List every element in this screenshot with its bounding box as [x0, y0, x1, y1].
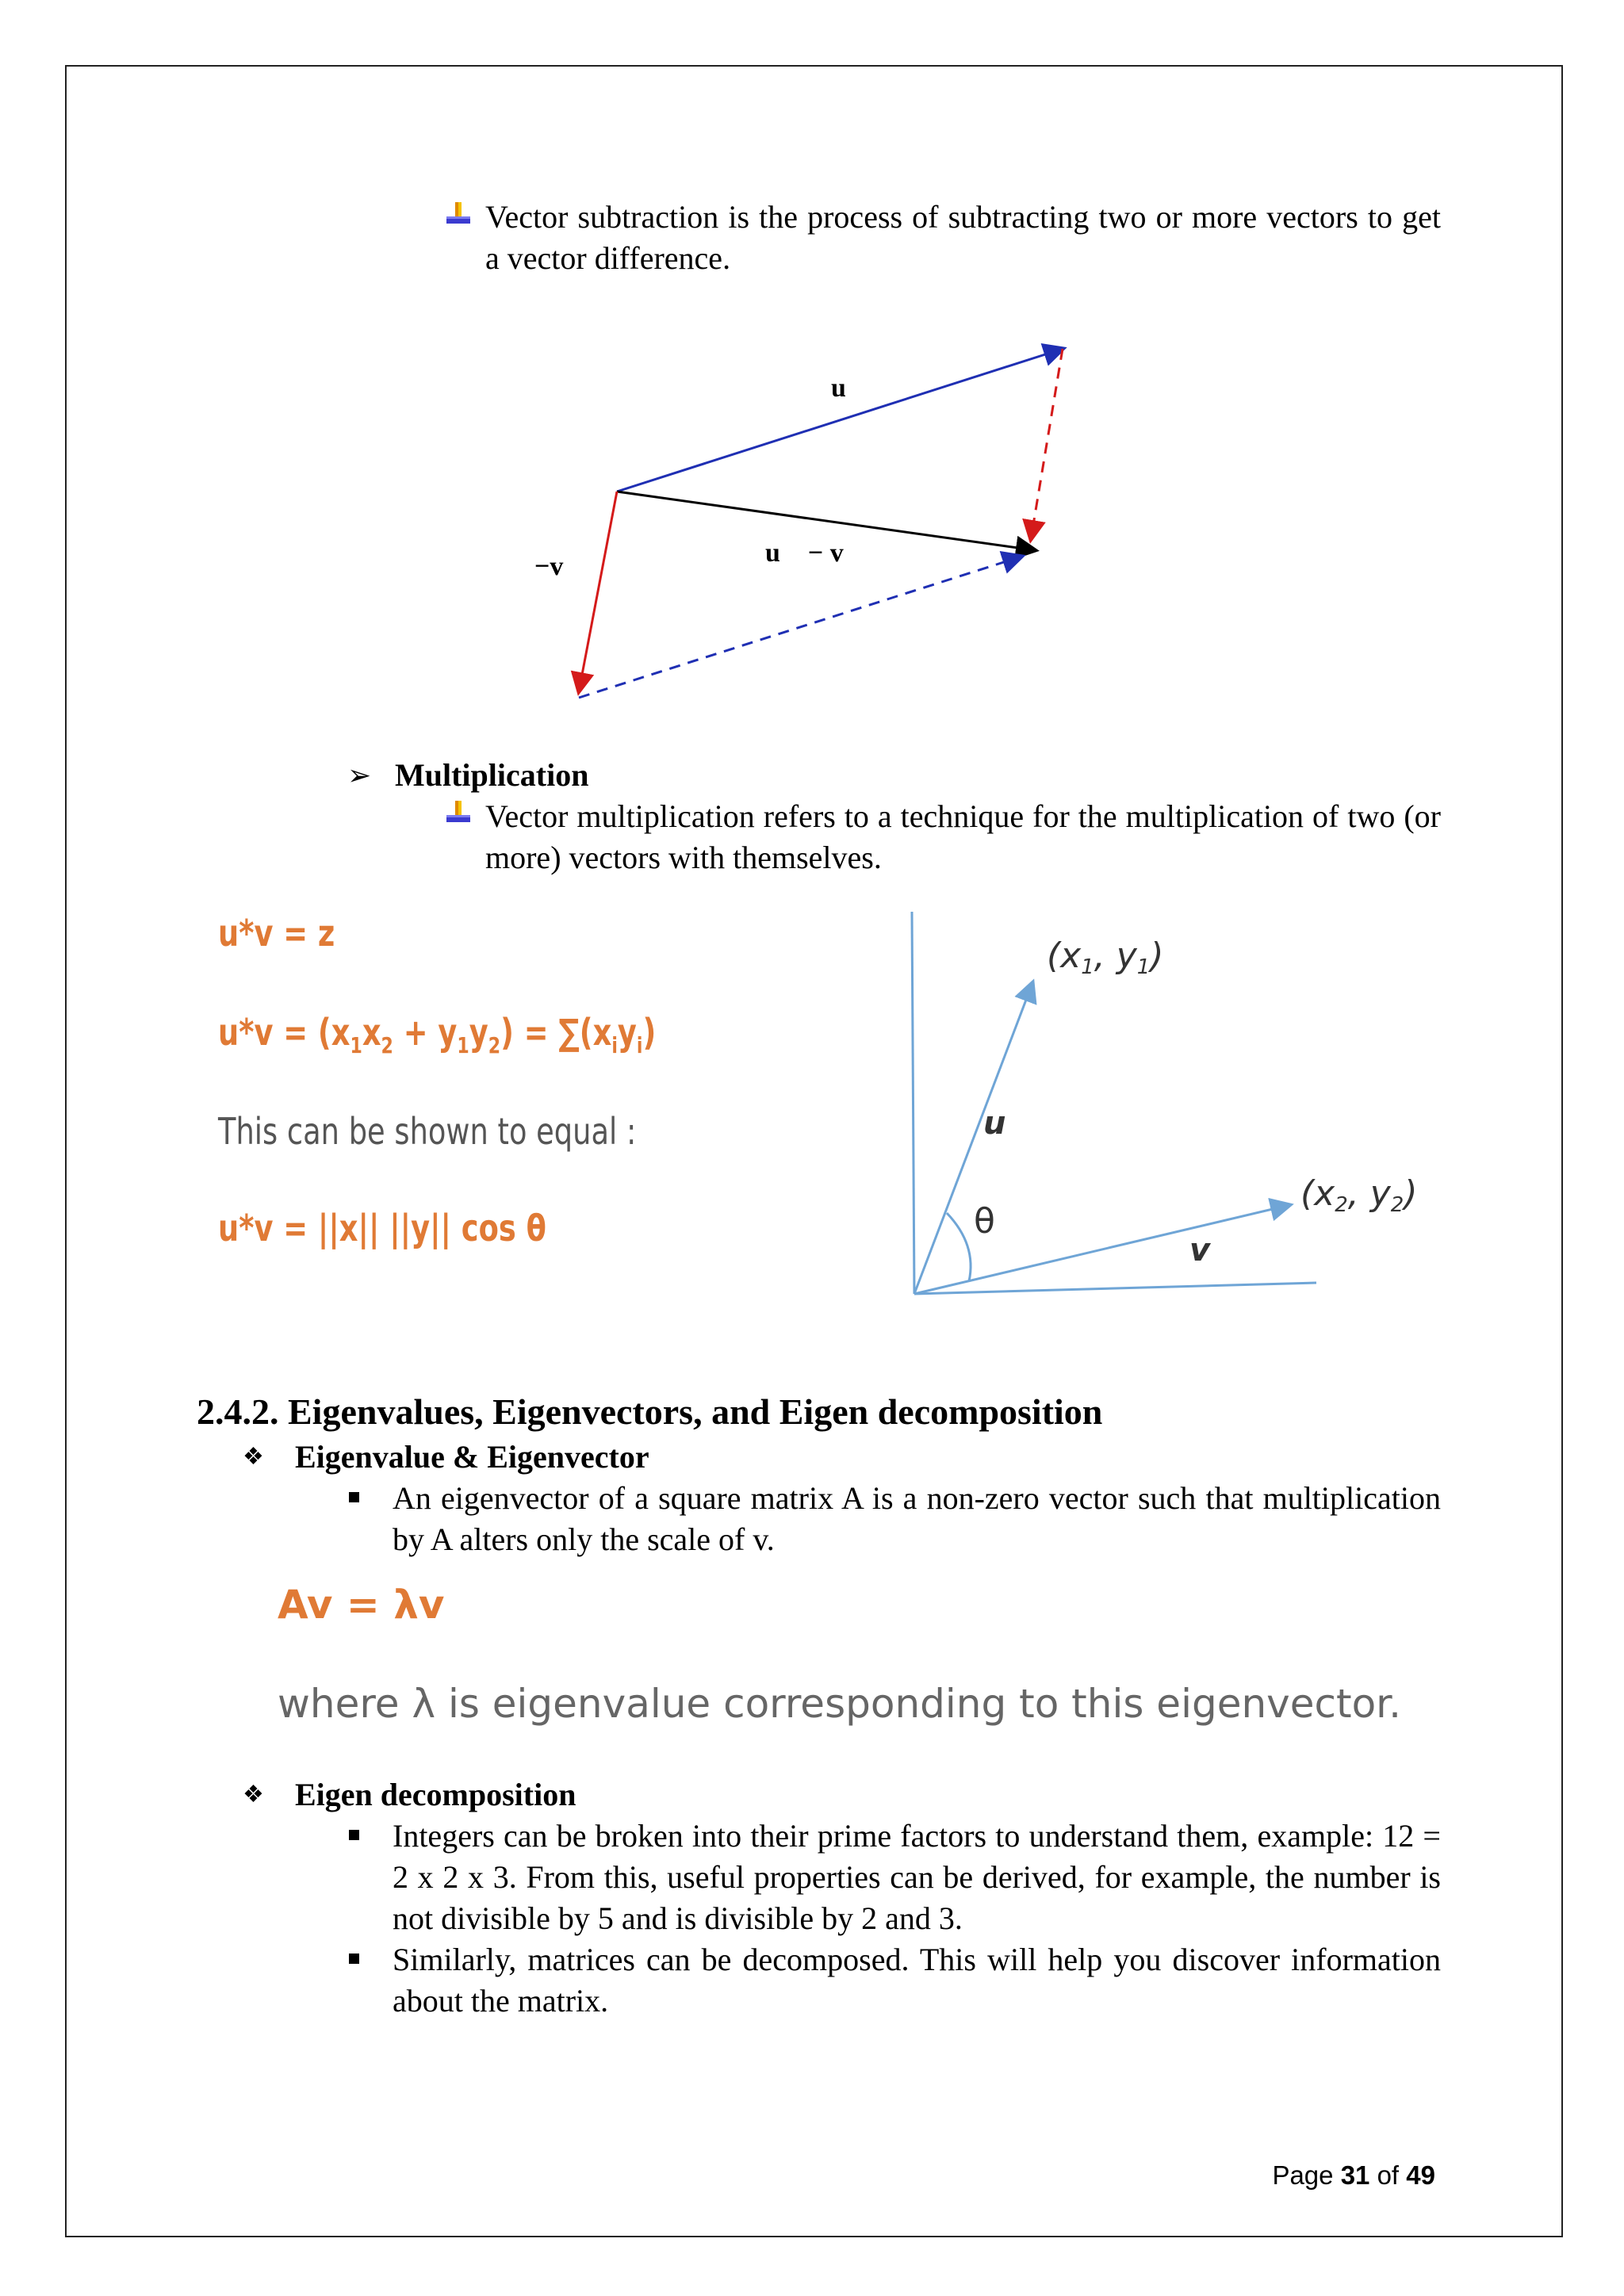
vector-minus-v-dashed-arrow — [1031, 349, 1063, 539]
decomposition-heading: Eigen decomposition — [295, 1777, 576, 1812]
point-1-label — [1047, 936, 1164, 979]
label-part: ) — [1150, 936, 1164, 976]
subtraction-text-span: Vector subtraction is the process of subtracting two or more vectors to get a vector difference. — [485, 199, 1441, 276]
label-sub: 2 — [1335, 1193, 1348, 1217]
label-minus-v: −v⃗ — [534, 552, 584, 581]
formula-part: ) = ∑(x — [500, 1011, 612, 1054]
footer-of-word: of — [1377, 2160, 1400, 2190]
label-part: ) — [1404, 1173, 1418, 1214]
multiplication-text-span: Vector multiplication refers to a technique for the multiplication of two (or more) vectors with themselves. — [485, 798, 1441, 875]
formula-uv-cos: u*v = ||x|| ||y|| cos θ — [218, 1207, 546, 1249]
vector-minus-v-arrow — [579, 492, 617, 691]
point-2-label — [1300, 1173, 1418, 1217]
square-bullet-icon — [349, 1954, 359, 1964]
label-u-minus-v: u⃗ − v⃗ — [765, 538, 865, 568]
label-part: , y — [1094, 936, 1137, 976]
formula-part: u*v = (x — [218, 1011, 350, 1054]
section-heading: 2.4.2. Eigenvalues, Eigenvectors, and Eigen decomposition — [197, 1391, 1103, 1432]
shown-equal-text: This can be shown to equal : — [218, 1110, 637, 1153]
label-part: (x — [1047, 936, 1082, 976]
arrowhead-bullet-icon: ➢ — [347, 760, 372, 791]
vector-u-dashed-arrow — [579, 557, 1021, 698]
eigen-formula: Av = λv — [278, 1582, 445, 1628]
formula-part: + y — [393, 1011, 458, 1054]
formula-sub: 1 — [457, 1032, 469, 1059]
diamond-bullet-icon: ❖ — [243, 1781, 264, 1808]
page-footer — [1272, 2160, 1435, 2191]
label-theta: θ — [974, 1201, 995, 1242]
footer-current-page: 31 — [1340, 2160, 1370, 2190]
subtraction-text — [485, 197, 1441, 279]
formula-part: x — [362, 1011, 381, 1054]
label-v: v — [1189, 1232, 1211, 1269]
horizontal-axis — [914, 1283, 1316, 1294]
label-sub: 1 — [1081, 955, 1094, 979]
formula-sub: 1 — [350, 1032, 362, 1059]
formula-part: ) — [642, 1011, 657, 1054]
square-bullet-icon — [349, 1492, 359, 1502]
dot-product-figure — [888, 904, 1427, 1308]
vector-subtraction-figure — [508, 333, 1094, 714]
label-sub: 1 — [1136, 955, 1151, 979]
footer-page-word: Page — [1272, 2160, 1334, 2190]
decomposition-bullet-1: Integers can be broken into their prime factors to understand them, example: 12 = 2 x 2 x 3. From this, useful properties can be derived, for example, the number is not divisible by 5 and is divisible by 2 and 3. — [393, 1818, 1441, 1936]
formula-sub: 2 — [381, 1032, 393, 1059]
vertical-axis — [912, 912, 914, 1294]
formula-uv-z: u*v = z — [218, 912, 335, 955]
vector-u-arrow — [914, 983, 1032, 1294]
pointing-hand-icon — [446, 801, 470, 826]
eigen-bullet-text: An eigenvector of a square matrix A is a non-zero vector such that multiplication by A alters only the scale of v. — [393, 1480, 1441, 1557]
formula-part: y — [617, 1011, 637, 1054]
label-sub: 2 — [1390, 1193, 1404, 1217]
multiplication-heading: Multiplication — [395, 757, 589, 793]
formula-sub: i — [611, 1032, 618, 1059]
vector-u-arrow — [617, 349, 1063, 492]
label-u: u — [983, 1105, 1006, 1142]
eigen-heading: Eigenvalue & Eigenvector — [295, 1439, 649, 1475]
label-u: u⃗ — [831, 373, 868, 403]
diamond-bullet-icon: ❖ — [243, 1444, 264, 1470]
footer-total-pages: 49 — [1406, 2160, 1435, 2190]
formula-sub: i — [636, 1032, 643, 1059]
pointing-hand-icon — [446, 202, 470, 228]
formula-part: y — [469, 1011, 488, 1054]
formula-uv-sum — [218, 1011, 656, 1058]
decomposition-bullet-2: Similarly, matrices can be decomposed. This will help you discover information about the matrix. — [393, 1942, 1441, 2019]
square-bullet-icon — [349, 1830, 359, 1840]
label-part: , y — [1347, 1173, 1391, 1214]
formula-sub: 2 — [488, 1032, 501, 1059]
label-part: (x — [1300, 1173, 1335, 1214]
vector-v-arrow — [914, 1205, 1289, 1294]
eigen-formula-note: where λ is eigenvalue corresponding to this eigenvector. — [278, 1681, 1402, 1727]
angle-arc — [947, 1213, 971, 1281]
multiplication-text — [485, 796, 1441, 878]
